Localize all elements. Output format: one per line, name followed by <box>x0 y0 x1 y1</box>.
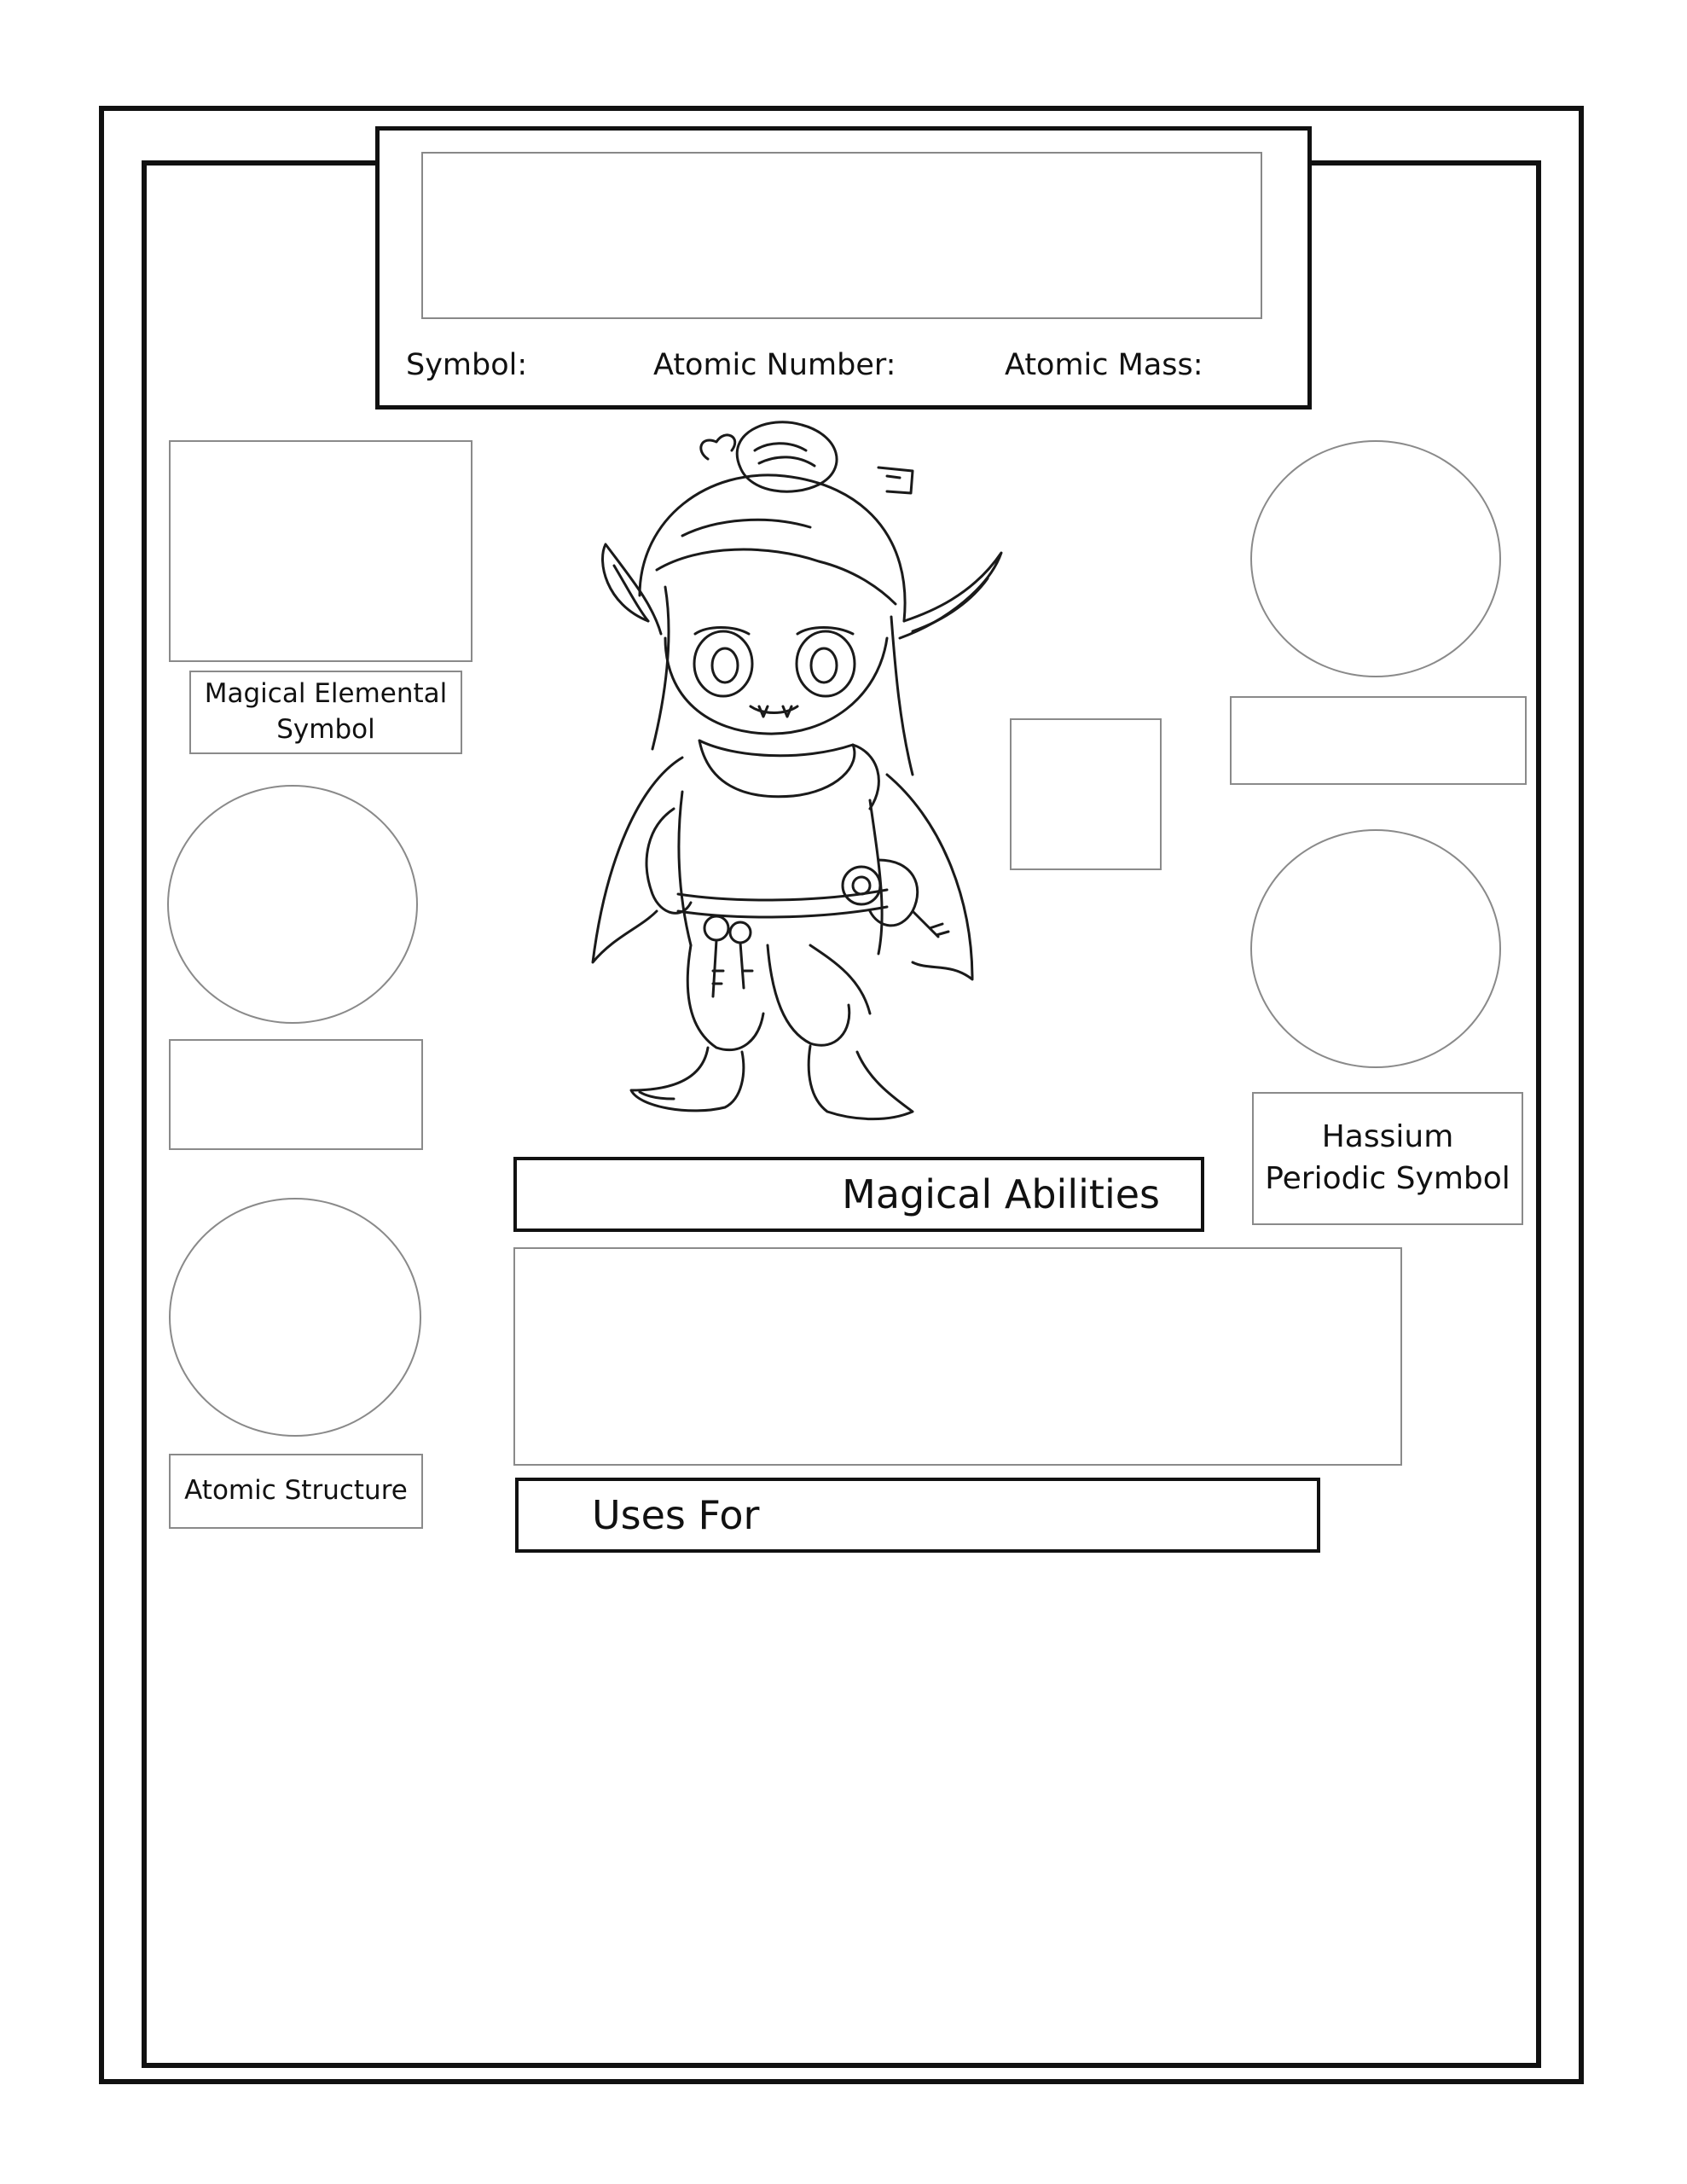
atomic-structure-caption: Atomic Structure <box>169 1454 423 1529</box>
uses-for-label: Uses For <box>592 1492 760 1538</box>
left-blank-box[interactable] <box>169 1039 423 1150</box>
magical-abilities-heading <box>513 1157 1204 1232</box>
right-blank-box[interactable] <box>1230 696 1527 785</box>
magical-abilities-answer-box[interactable] <box>513 1247 1402 1466</box>
element-name-field[interactable] <box>421 152 1262 319</box>
middle-small-box[interactable] <box>1010 718 1162 870</box>
hassium-periodic-symbol-caption: Hassium Periodic Symbol <box>1252 1092 1523 1225</box>
atomic-mass-label: Atomic Mass: <box>1005 348 1203 382</box>
right-circle-2[interactable] <box>1250 829 1501 1068</box>
left-circle-1[interactable] <box>167 785 418 1024</box>
symbol-label: Symbol: <box>406 348 528 382</box>
atomic-structure-circle[interactable] <box>169 1198 421 1437</box>
magical-abilities-label: Magical Abilities <box>842 1171 1160 1217</box>
magical-elemental-symbol-box[interactable] <box>169 440 472 662</box>
magical-elemental-symbol-caption: Magical Elemental Symbol <box>189 671 462 754</box>
goblin-character-illustration <box>512 416 1023 1135</box>
atomic-number-label: Atomic Number: <box>653 348 896 382</box>
uses-for-heading <box>515 1478 1320 1553</box>
right-circle-1[interactable] <box>1250 440 1501 677</box>
